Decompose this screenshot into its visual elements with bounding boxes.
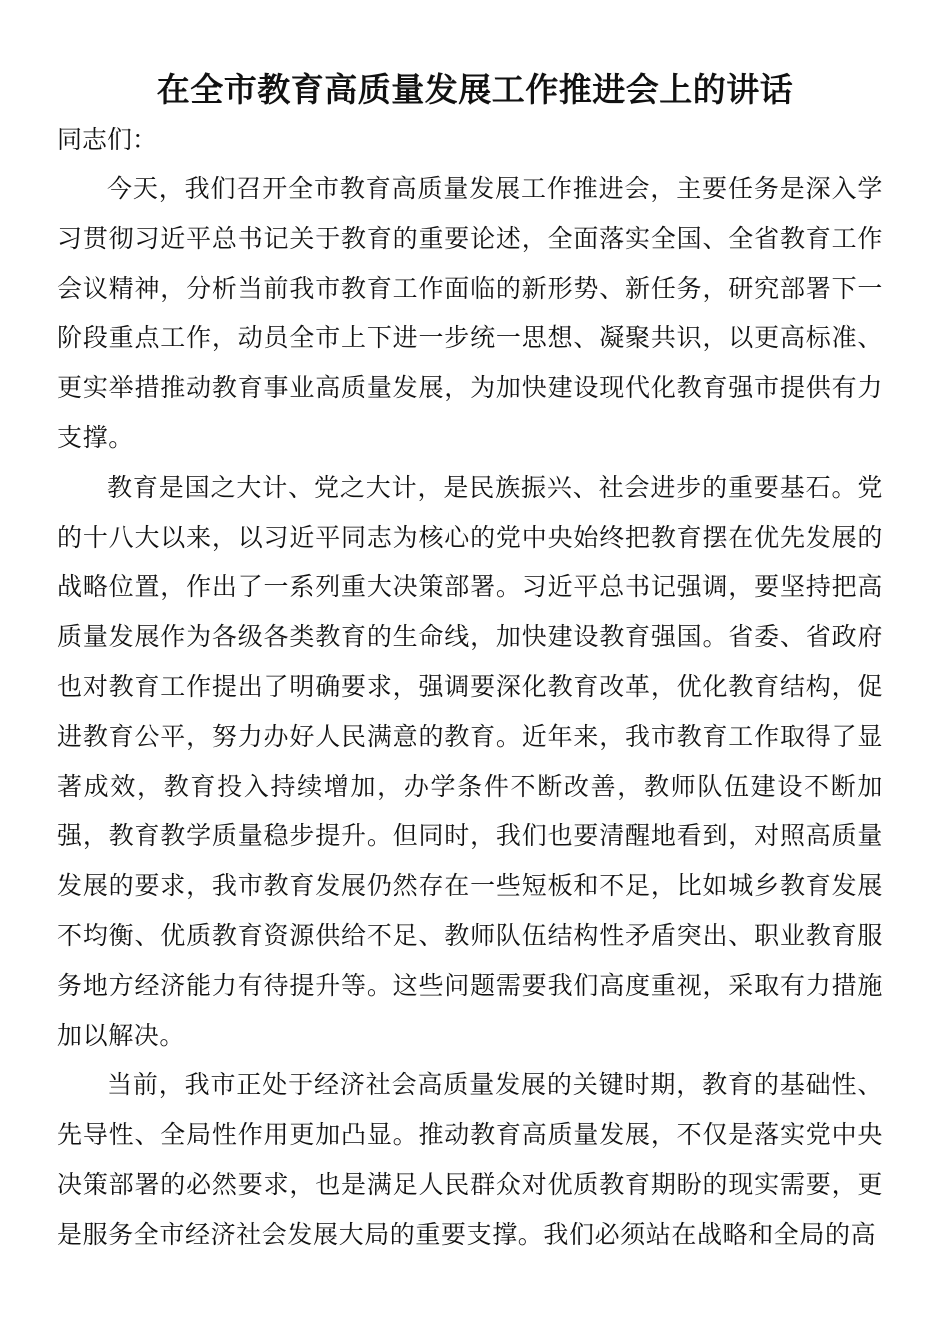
paragraph-2: 教育是国之大计、党之大计，是民族振兴、社会进步的重要基石。党的十八大以来，以习近平同志为核心的党中央始终把教育摆在优先发展的战略位置，作出了一系列重大决策部署。习近平总书记强调，要坚持把高质量发展作为各级各类教育的生命线，加快建设教育强国。省委、省政府也对教育工作提出了明确要求，强调要深化教育改革，优化教育结构，促进教育公平，努力办好人民满意的教育。近年来，我市教育工作取得了显著成效，教育投入持续增加，办学条件不断改善，教师队伍建设不断加强，教育教学质量稳步提升。但同时，我们也要清醒地看到，对照高质量发展的要求，我市教育发展仍然存在一些短板和不足，比如城乡教育发展不均衡、优质教育资源供给不足、教师队伍结构性矛盾突出、职业教育服务地方经济能力有待提升等。这些问题需要我们高度重视，采取有力措施加以解决。 [57,472,883,1050]
document-body [57,115,883,1260]
paragraph-3: 当前，我市正处于经济社会高质量发展的关键时期，教育的基础性、先导性、全局性作用更加凸显。推动教育高质量发展，不仅是落实党中央决策部署的必然要求，也是满足人民群众对优质教育期盼的现实需要，更是服务全市经济社会发展大局的重要支撑。我们必须站在战略和全局的高 [57,1070,883,1249]
document-title: 在全市教育高质量发展工作推进会上的讲话 [156,70,794,109]
paragraph-1: 今天，我们召开全市教育高质量发展工作推进会，主要任务是深入学习贯彻习近平总书记关于教育的重要论述，全面落实全国、全省教育工作会议精神，分析当前我市教育工作面临的新形势、新任务，研究部署下一阶段重点工作，动员全市上下进一步统一思想、凝聚共识，以更高标准、更实举措推动教育事业高质量发展，为加快建设现代化教育强市提供有力支撑。 [57,174,883,452]
salutation: 同志们： [57,125,158,154]
